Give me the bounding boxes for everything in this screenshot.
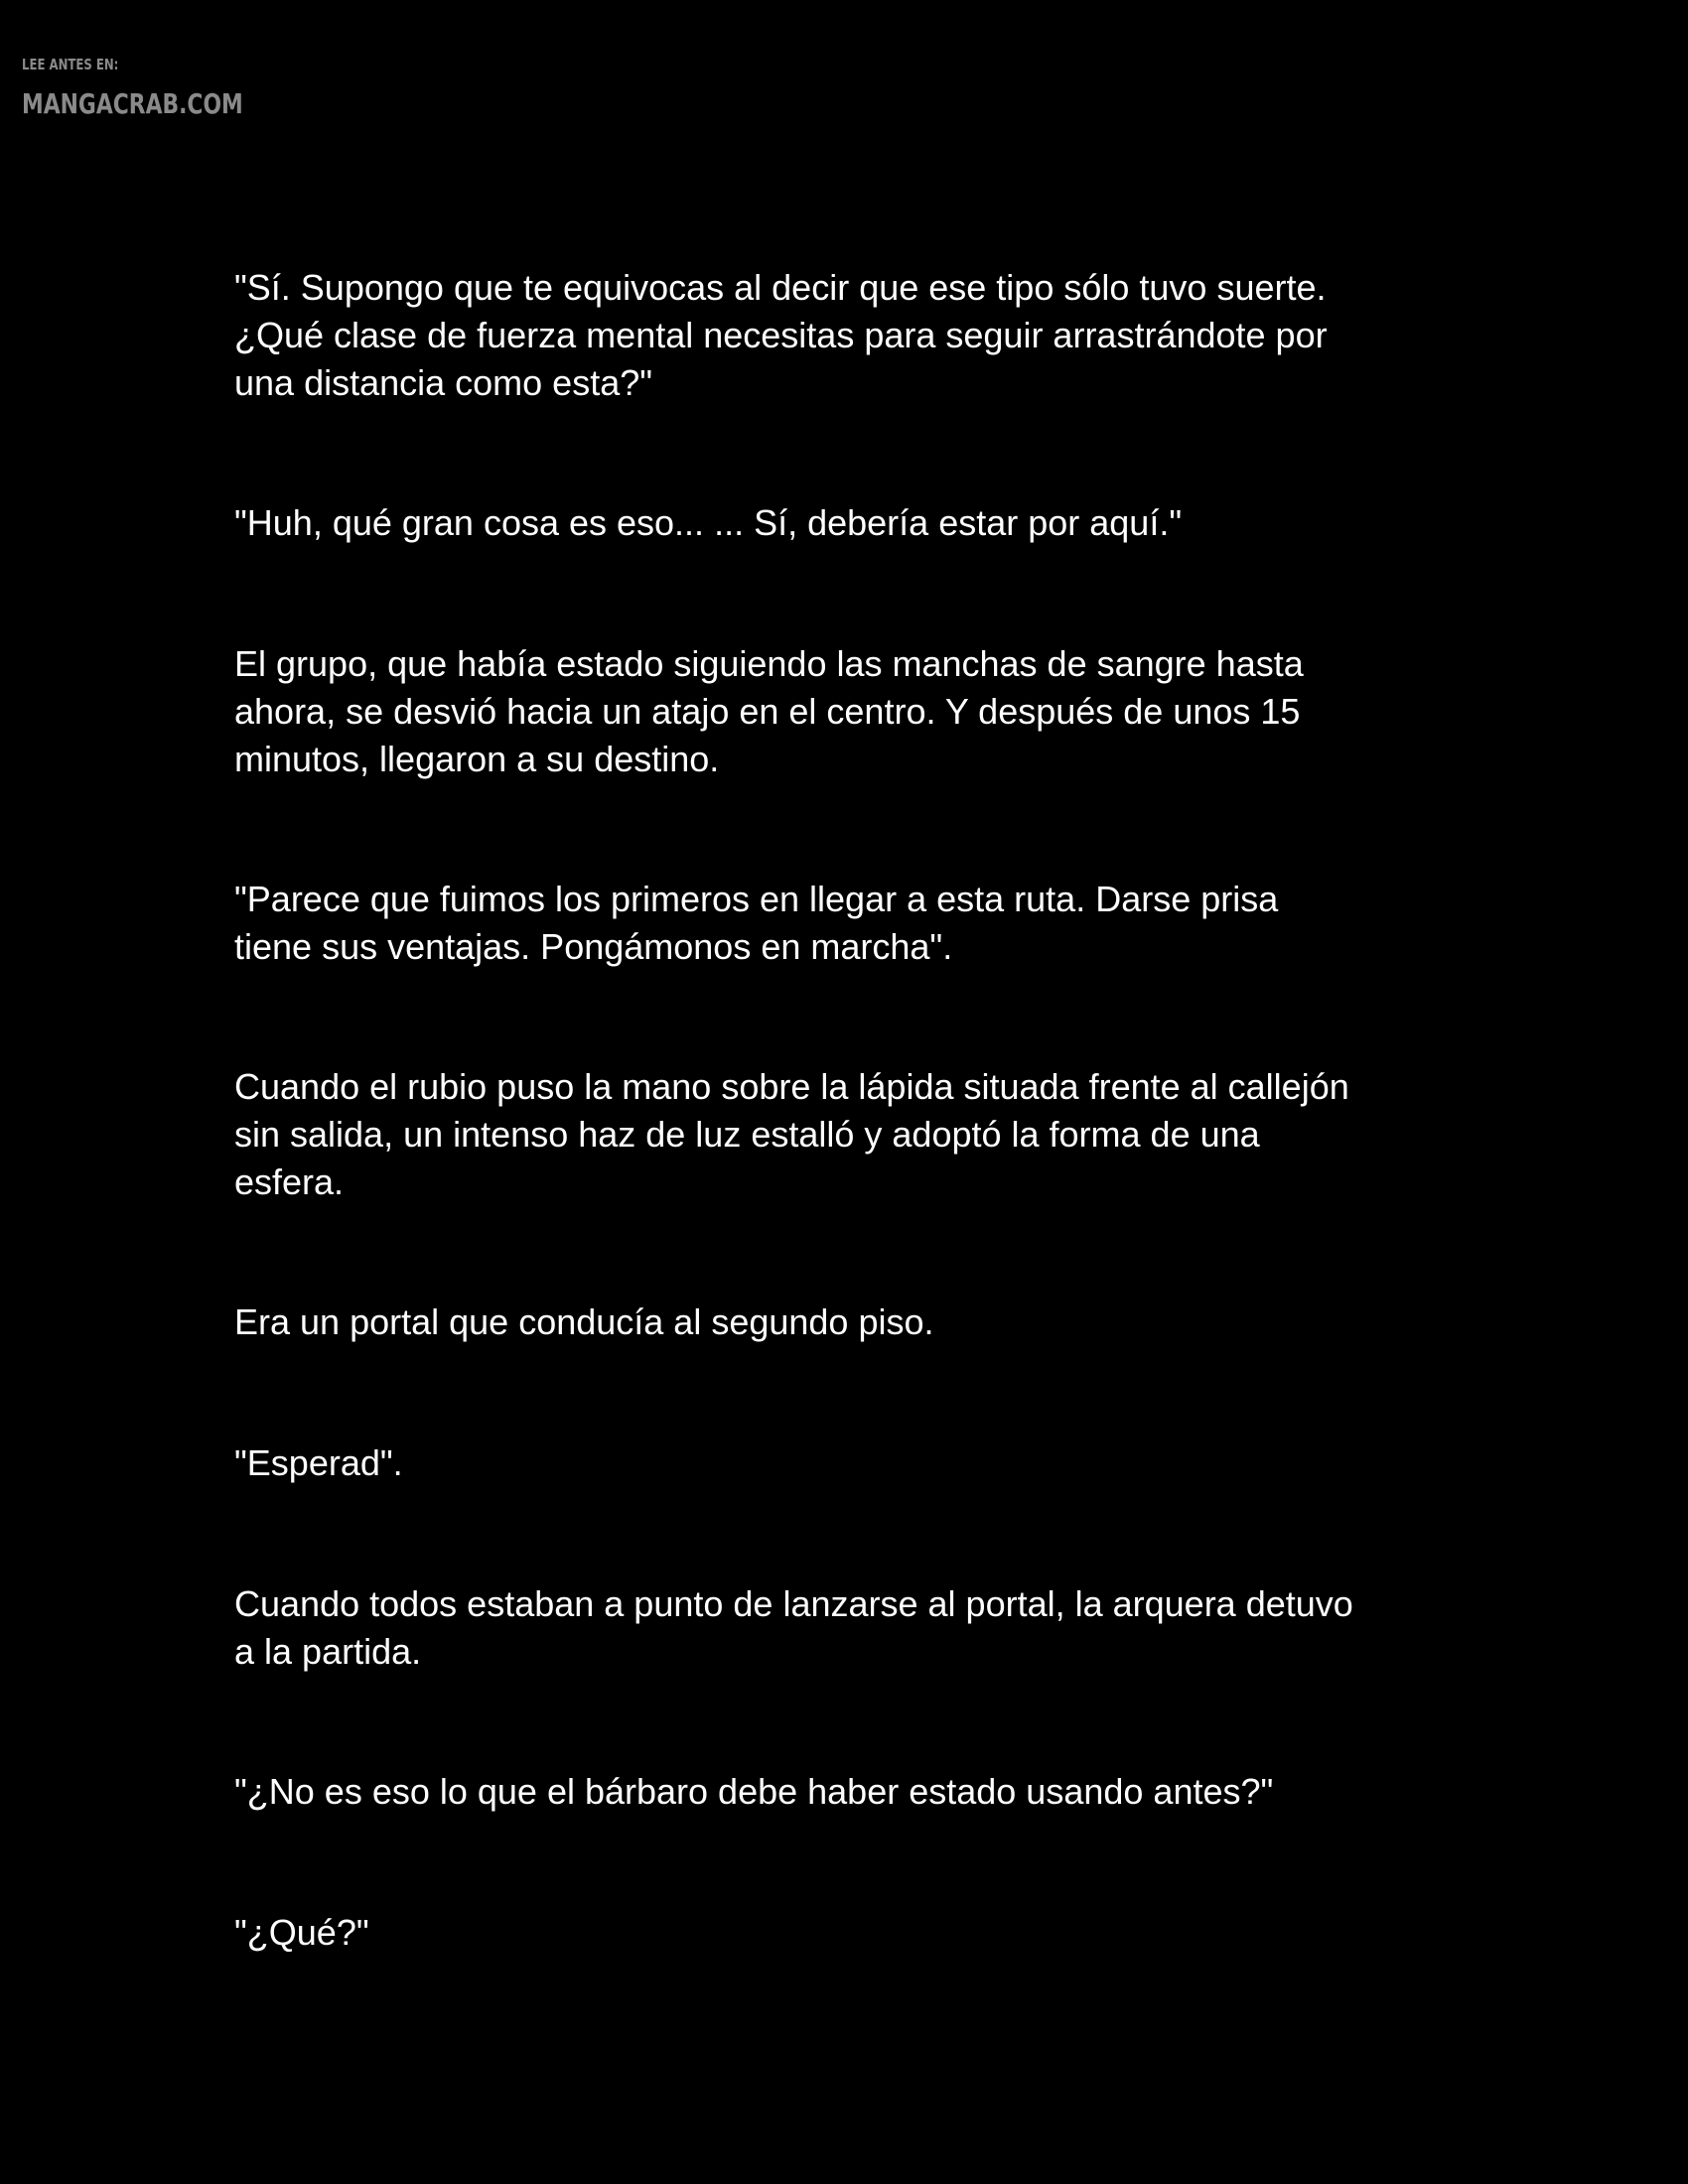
paragraph-10: "¿Qué?" xyxy=(234,1912,369,1953)
paragraph-5: Cuando el rubio puso la mano sobre la lápida situada frente al callejón sin salida, un intenso haz de luz estalló y adoptó la forma de una esfera. xyxy=(234,1066,1349,1202)
paragraph-7: "Esperad". xyxy=(234,1442,403,1483)
watermark xyxy=(22,58,306,118)
paragraph-4: "Parece que fuimos los primeros en llegar a esta ruta. Darse prisa tiene sus ventajas. Pongámonos en marcha". xyxy=(234,879,1279,967)
watermark-prefix: LEE ANTES EN: xyxy=(22,56,119,73)
paragraph-3: El grupo, que había estado siguiendo las manchas de sangre hasta ahora, se desvió hacia un atajo en el centro. Y después de unos 15 minutos, llegaron a su destino. xyxy=(234,643,1304,779)
paragraph-6: Era un portal que conducía al segundo piso. xyxy=(234,1301,934,1342)
paragraph-2: "Huh, qué gran cosa es eso... ... Sí, debería estar por aquí." xyxy=(234,502,1183,543)
paragraph-9: "¿No es eso lo que el bárbaro debe haber estado usando antes?" xyxy=(234,1771,1274,1812)
paragraph-1: "Sí. Supongo que te equivocas al decir que ese tipo sólo tuvo suerte. ¿Qué clase de fuerza mental necesitas para seguir arrastrándote por una distancia como esta?" xyxy=(234,267,1328,403)
watermark-site: MANGACRAB.COM xyxy=(22,87,243,120)
paragraph-8: Cuando todos estaban a punto de lanzarse al portal, la arquera detuvo a la partida. xyxy=(234,1583,1353,1672)
